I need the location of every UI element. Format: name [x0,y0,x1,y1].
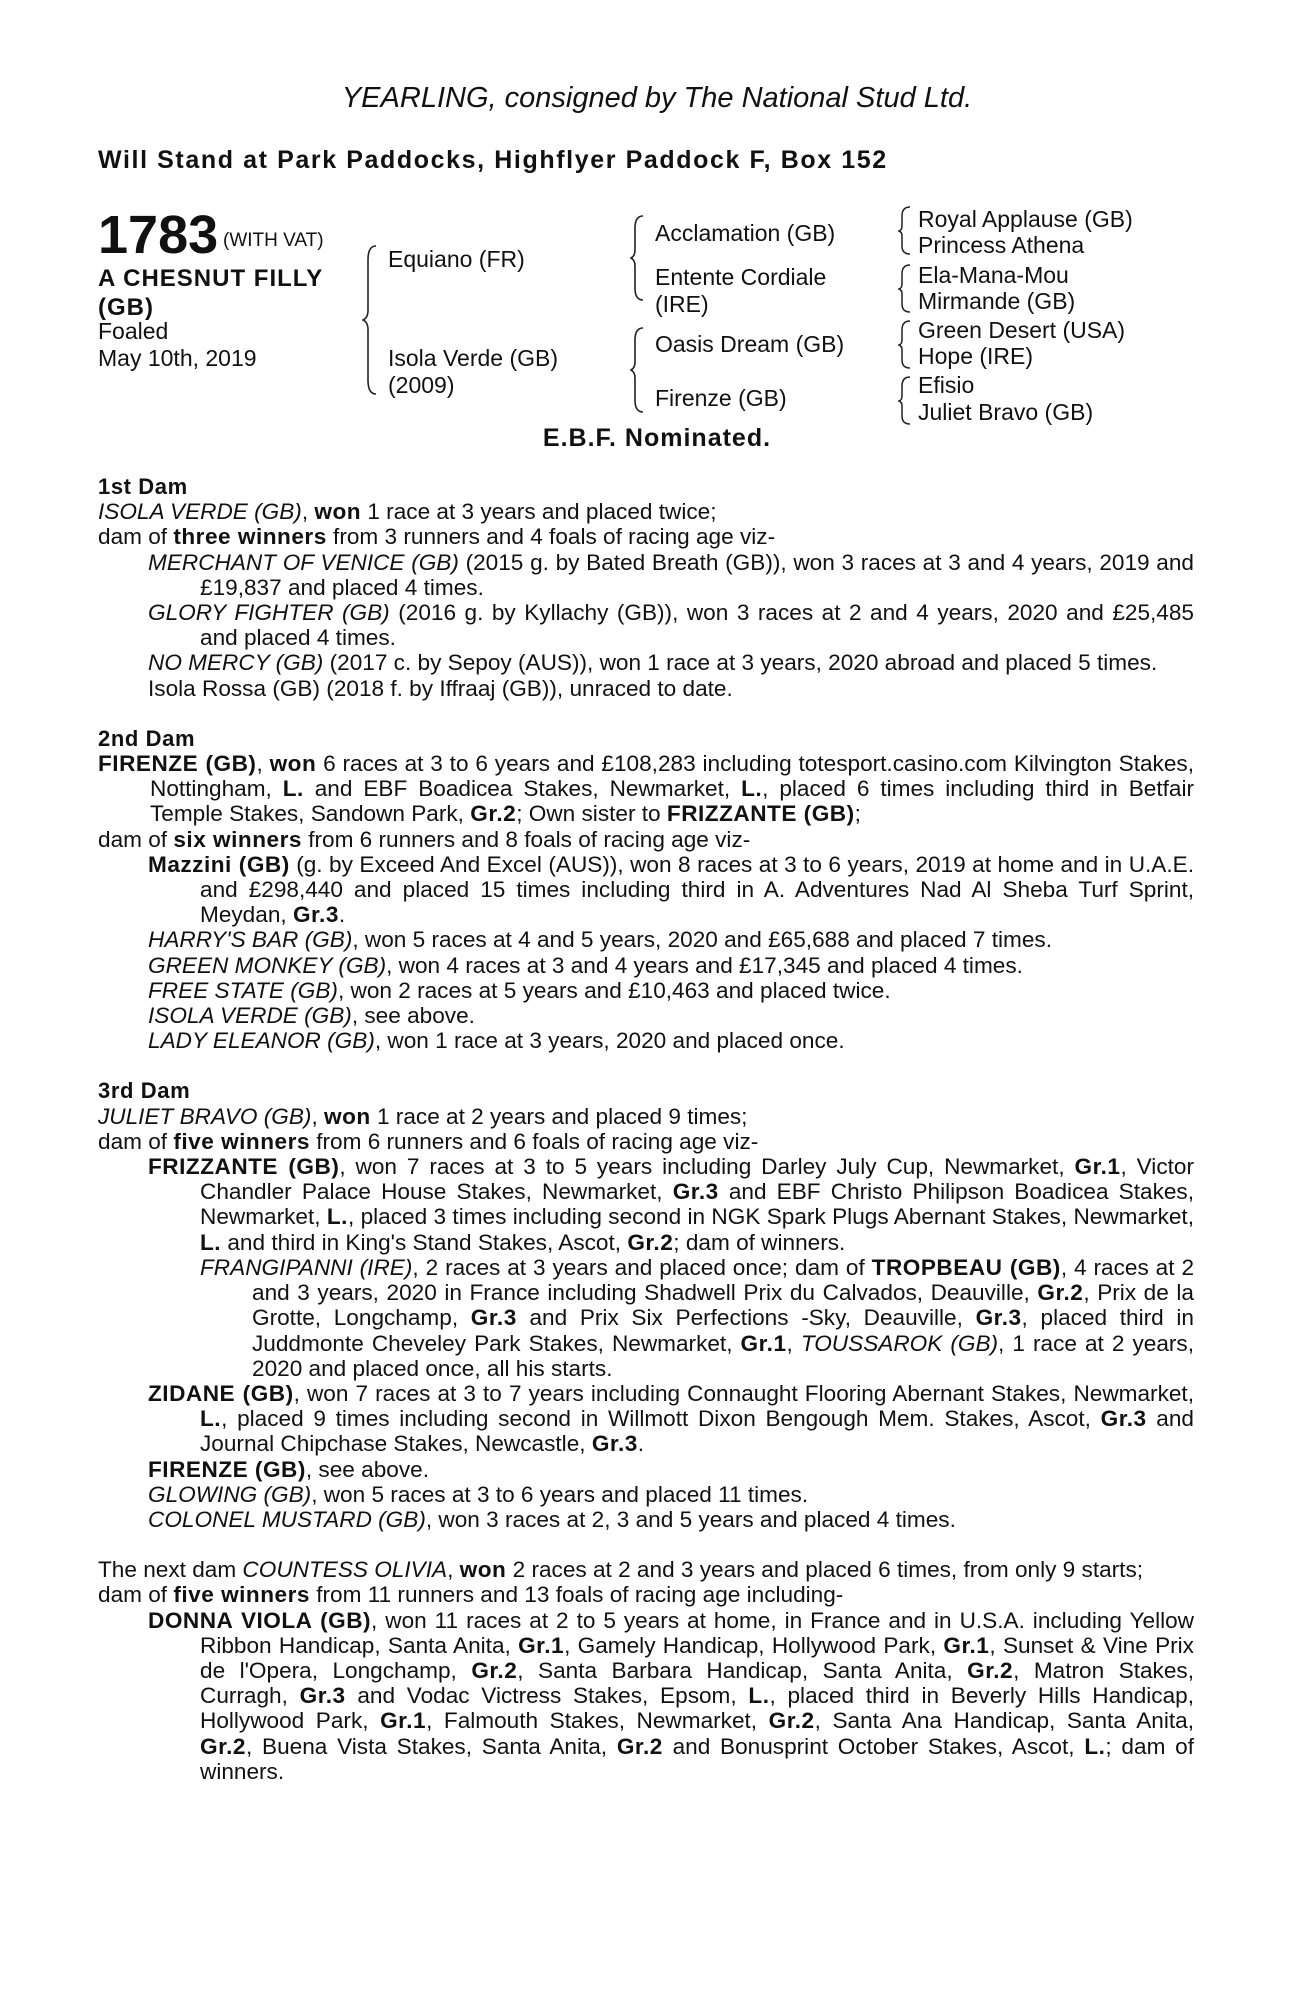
third-dam-offspring: FIRENZE (GB), see above. [148,1456,429,1482]
pedigree-sire-dam-line2: (IRE) [655,291,709,317]
first-dam-produce: dam of three winners from 3 runners and 4 foals of racing age viz- [98,524,776,550]
gg-brace-2 [898,262,914,314]
lot-description-line2: (GB) [98,294,154,321]
pedigree-sire-dam-line1: Entente Cordiale [655,264,827,290]
second-dam-offspring: LADY ELEANOR (GB), won 1 race at 3 years, 2020 and placed once. [148,1028,845,1054]
first-dam-heading: 1st Dam [98,474,188,499]
third-dam-offspring: COLONEL MUSTARD (GB), won 3 races at 2, 3 and 5 years and placed 4 times. [148,1506,956,1532]
pedigree-gg-8: Juliet Bravo (GB) [918,399,1094,425]
second-dam-produce: dam of six winners from 6 runners and 8 foals of racing age viz- [98,826,751,852]
pedigree-gg-7: Efisio [918,372,975,398]
pedigree-sire: Equiano (FR) [388,246,525,272]
ebf-nominated: E.B.F. Nominated. [542,424,772,452]
lot-number: 1783 [98,205,219,265]
pedigree-gg-1: Royal Applause (GB) [918,206,1133,232]
pedigree-dam-dam: Firenze (GB) [655,385,787,411]
page-title: YEARLING, consigned by The National Stud Ltd. [341,82,973,114]
third-dam-granddaughter: FRANGIPANNI (IRE), 2 races at 3 years and placed once; dam of TROPBEAU (GB), 4 races at 2 and 3 years, 2020 in France including Shadwell Prix du Calvados, Deauville, Gr.2, Prix de la Grotte, Longchamp, Gr.3 and Prix Six Perfections -Sky, Deauville, Gr.3, placed third in Juddmonte Cheveley Park Stakes, Newmarket, Gr.1, TOUSSAROK (GB), 1 race at 2 years, 2020 and placed once, all his starts. [200,1254,1195,1381]
third-dam-offspring: GLOWING (GB), won 5 races at 3 to 6 years and placed 11 times. [148,1481,809,1507]
next-dam-offspring: DONNA VIOLA (GB), won 11 races at 2 to 5 years at home, in France and in U.S.A. including Yellow Ribbon Handicap, Santa Anita, Gr.1, Gamely Handicap, Hollywood Park, Gr.1, Sunset & Vine Prix de l'Opera, Longchamp, Gr.2, Santa Barbara Handicap, Santa Anita, Gr.2, Matron Stakes, Curragh, Gr.3 and Vodac Victress Stakes, Epsom, L., placed third in Beverly Hills Handicap, Hollywood Park, Gr.1, Falmouth Stakes, Newmarket, Gr.2, Santa Ana Handicap, Santa Anita, Gr.2, Buena Vista Stakes, Santa Anita, Gr.2 and Bonusprint October Stakes, Ascot, L.; dam of winners. [148,1607,1195,1784]
pedigree-gg-2: Princess Athena [918,232,1085,258]
pedigree-dam-sire: Oasis Dream (GB) [655,331,845,357]
second-dam-record: FIRENZE (GB), won 6 races at 3 to 6 years and £108,283 including totesport.casino.com Kilvington Stakes, Nottingham, L. and EBF Boadicea Stakes, Newmarket, L., placed 6 times including third in Betfair Temple Stakes, Sandown Park, Gr.2; Own sister to FRIZZANTE (GB); [98,751,1194,827]
first-dam-record: ISOLA VERDE (GB), won 1 race at 3 years and placed twice; [98,499,717,525]
third-dam-offspring: FRIZZANTE (GB), won 7 races at 3 to 5 years including Darley July Cup, Newmarket, Gr.1, Victor Chandler Palace House Stakes, Newmarket, Gr.3 and EBF Christo Philipson Boadicea Stakes, Newmarket, L., placed 3 times including second in NGK Spark Plugs Abernant Stakes, Newmarket, L. and third in King's Stand Stakes, Ascot, Gr.2; dam of winners. [148,1154,1195,1255]
lot-description-line1: A CHESNUT FILLY [98,265,324,292]
dam-parents-brace [630,324,648,414]
second-dam-offspring: HARRY'S BAR (GB), won 5 races at 4 and 5 years, 2020 and £65,688 and placed 7 times. [148,927,1052,953]
sire-dam-brace [362,238,382,398]
first-dam-offspring: MERCHANT OF VENICE (GB) (2015 g. by Bated Breath (GB)), won 3 races at 3 and 4 years, 2019 and £19,837 and placed 4 times. [148,549,1194,600]
second-dam-offspring: Mazzini (GB) (g. by Exceed And Excel (AUS)), won 8 races at 3 to 6 years, 2019 at home and in U.A.E. and £298,440 and placed 15 times including third in A. Adventures Nad Al Sheba Turf Sprint, Meydan, Gr.3. [148,851,1194,928]
sire-parents-brace [630,212,648,302]
second-dam-heading: 2nd Dam [98,725,196,751]
first-dam-offspring: Isola Rossa (GB) (2018 f. by Iffraaj (GB)), unraced to date. [148,675,733,701]
third-dam-record: JULIET BRAVO (GB), won 1 race at 2 years and placed 9 times; [98,1103,748,1129]
pedigree-gg-6: Hope (IRE) [918,343,1034,369]
next-dam-record: The next dam COUNTESS OLIVIA, won 2 races at 2 and 3 years and placed 6 times, from only 9 starts; [98,1557,1144,1583]
second-dam-offspring: ISOLA VERDE (GB), see above. [148,1003,475,1029]
pedigree-gg-3: Ela-Mana-Mou [918,262,1069,288]
catalogue-body [98,474,1194,1784]
foaled-label: Foaled [98,318,169,344]
pedigree-sire-sire: Acclamation (GB) [655,220,836,246]
gg-brace-1 [898,204,914,256]
third-dam-offspring: ZIDANE (GB), won 7 races at 3 to 7 years including Connaught Flooring Abernant Stakes, Newmarket, L., placed 9 times including second in Willmott Dixon Bengough Mem. Stakes, Ascot, Gr.3 and Journal Chipchase Stakes, Newcastle, Gr.3. [148,1380,1194,1457]
pedigree-dam-line1: Isola Verde (GB) [388,345,559,371]
pedigree-gg-5: Green Desert (USA) [918,317,1126,343]
first-dam-offspring: NO MERCY (GB) (2017 c. by Sepoy (AUS)), won 1 race at 3 years, 2020 abroad and placed 5 times. [148,650,1158,676]
second-dam-offspring: GREEN MONKEY (GB), won 4 races at 3 and 4 years and £17,345 and placed 4 times. [148,952,1023,978]
pedigree-dam-line2: (2009) [388,372,455,398]
lot-description [98,264,323,322]
next-dam-produce: dam of five winners from 11 runners and 13 foals of racing age including- [98,1582,844,1608]
foaled-date: May 10th, 2019 [98,345,257,371]
gg-brace-4 [898,374,914,426]
first-dam-offspring: GLORY FIGHTER (GB) (2016 g. by Kyllachy (GB)), won 3 races at 2 and 4 years, 2020 and £25,485 and placed 4 times. [148,600,1194,651]
third-dam-produce: dam of five winners from 6 runners and 6 foals of racing age viz- [98,1128,759,1154]
pedigree-gg-4: Mirmande (GB) [918,288,1076,314]
vat-label: (WITH VAT) [223,230,324,251]
gg-brace-3 [898,318,914,370]
stand-location: Will Stand at Park Paddocks, Highflyer Paddock F, Box 152 [98,146,888,174]
second-dam-offspring: FREE STATE (GB), won 2 races at 5 years and £10,463 and placed twice. [148,977,891,1003]
third-dam-heading: 3rd Dam [98,1078,191,1104]
